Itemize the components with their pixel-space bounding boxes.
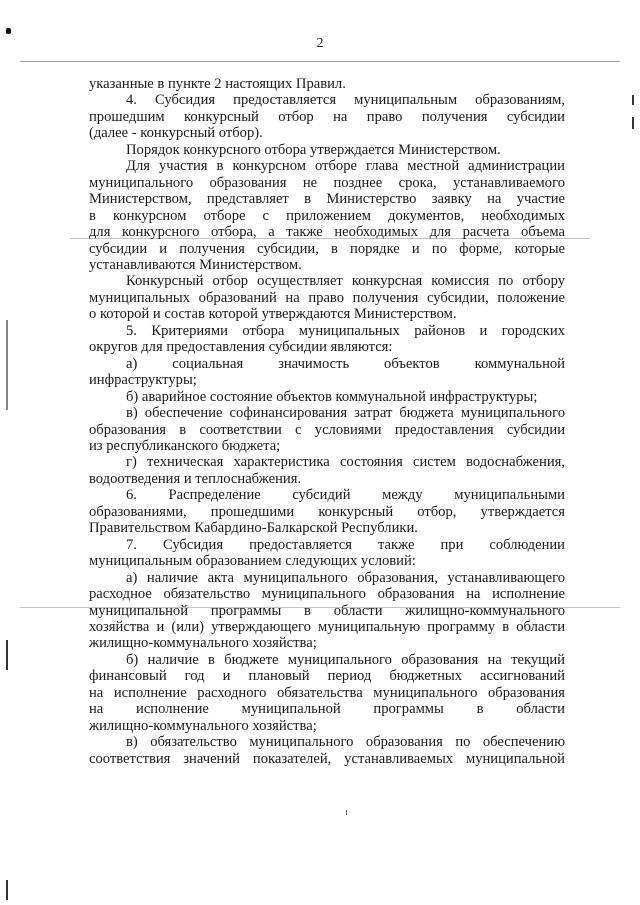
text-line: а) социальная значимость объектов коммунальной [126, 355, 565, 372]
text-line: финансовый год и плановый период бюджетных ассигнований [89, 668, 565, 685]
text-line: образования в соответствии с условиями предоставления субсидии [89, 421, 565, 438]
edge-mark [6, 880, 8, 900]
text-line: муниципальных образований на право получения субсидии, положение [89, 289, 565, 306]
scan-speck [346, 810, 347, 815]
text-line: образованиями, прошедшими конкурсный отбор, утверждается [89, 503, 565, 520]
text-line: из республиканского бюджета; [89, 437, 281, 454]
text-line: муниципальным образованием следующих условий: [89, 553, 416, 570]
text-line: Порядок конкурсного отбора утверждается Министерством. [126, 141, 501, 158]
text-line: 4. Субсидия предоставляется муниципальным образованиям, [126, 92, 565, 109]
text-line: о которой и состав которой утверждаются Министерством. [89, 306, 457, 323]
text-line: расходное обязательство муниципального образования на исполнение [89, 586, 565, 603]
text-line: Для участия в конкурсном отборе глава местной администрации [126, 158, 565, 175]
text-line: водоотведения и теплоснабжения. [89, 470, 302, 487]
text-line: на исполнение расходного обязательства муниципального образования [89, 684, 565, 701]
text-line: устанавливаются Министерством. [89, 256, 302, 273]
text-line: г) техническая характеристика состояния систем водоснабжения, [126, 454, 565, 471]
text-line: на исполнение муниципальной программы в области [89, 701, 565, 718]
edge-mark [632, 95, 634, 105]
edge-mark [632, 117, 634, 129]
text-line: инфраструктуры; [89, 372, 197, 389]
text-line: муниципального образования не позднее срока, устанавливаемого [89, 174, 565, 191]
edge-mark [6, 640, 8, 670]
edge-mark [6, 320, 8, 410]
text-line: Конкурсный отбор осуществляет конкурсная комиссия по отбору [126, 273, 565, 290]
text-line: б) аварийное состояние объектов коммунальной инфраструктуры; [126, 388, 538, 405]
text-line: жилищно-коммунального хозяйства; [89, 635, 317, 652]
text-line: в) обязательство муниципального образования по обеспечению [126, 734, 565, 751]
page-number: 2 [316, 36, 324, 51]
text-line: для конкурсного отбора, а также необходимых для расчета объема [89, 224, 565, 241]
text-line: в) обеспечение софинансирования затрат бюджета муниципального [126, 405, 565, 422]
text-line: Правительством Кабардино-Балкарской Республики. [89, 520, 418, 537]
text-line: 7. Субсидия предоставляется также при соблюдении [126, 536, 565, 553]
text-line: прошедшим конкурсный отбор на право получения субсидии [89, 108, 565, 125]
document-body [89, 76, 565, 767]
scan-speck [6, 28, 11, 34]
text-line: в конкурсном отборе с приложением документов, необходимых [89, 207, 565, 224]
text-line: субсидии и получения субсидии, в порядке и по форме, которые [89, 240, 565, 257]
text-line: 6. Распределение субсидий между муниципальными [126, 487, 565, 504]
text-line: указанные в пункте 2 настоящих Правил. [89, 76, 346, 92]
text-line: б) наличие в бюджете муниципального образования на текущий [126, 651, 565, 668]
text-line: 5. Критериями отбора муниципальных районов и городских [126, 322, 565, 339]
text-line: жилищно-коммунального хозяйства; [89, 717, 317, 734]
scan-line [20, 61, 620, 62]
text-line: округов для предоставления субсидии являются: [89, 339, 393, 356]
text-line: (далее - конкурсный отбор). [89, 125, 263, 142]
text-line: а) наличие акта муниципального образования, устанавливающего [126, 569, 565, 586]
text-line: муниципальной программы в области жилищно-коммунального [89, 602, 565, 619]
text-line: Министерством, представляет в Министерство заявку на участие [89, 191, 565, 208]
text-line: хозяйства и (или) утверждающего муниципальную программу в области [89, 618, 565, 635]
text-line: соответствия значений показателей, устанавливаемых муниципальной [89, 750, 565, 767]
